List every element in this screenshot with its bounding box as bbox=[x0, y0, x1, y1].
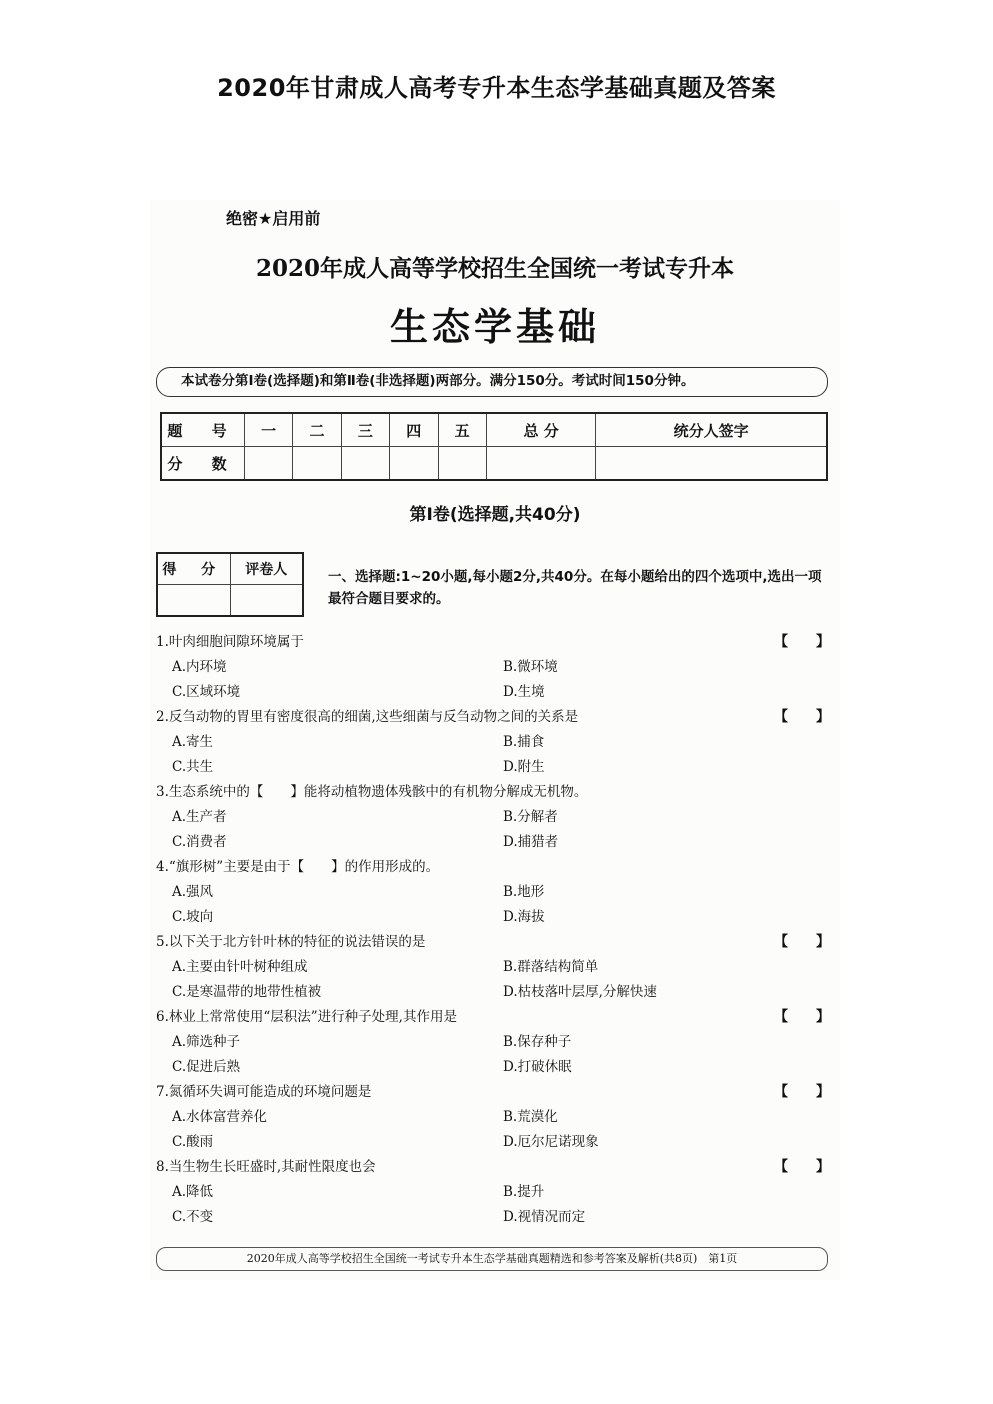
answer-option: B.荒漠化 bbox=[503, 1109, 558, 1125]
answer-bracket: 【 】 bbox=[774, 934, 830, 950]
answer-option: D.枯枝落叶层厚,分解快速 bbox=[503, 984, 657, 1000]
option-row bbox=[156, 1130, 836, 1155]
answer-option: C.区域环境 bbox=[172, 684, 241, 700]
grader-name-label: 评卷人 bbox=[230, 553, 303, 585]
answer-option: A.内环境 bbox=[172, 659, 227, 675]
option-row bbox=[156, 905, 836, 930]
question-stem-row bbox=[156, 780, 836, 805]
option-row bbox=[156, 1205, 836, 1230]
option-row bbox=[156, 955, 836, 980]
answer-option: D.生境 bbox=[503, 684, 545, 700]
option-row bbox=[156, 1180, 836, 1205]
question-stem: 3.生态系统中的【 】能将动植物遗体残骸中的有机物分解成无机物。 bbox=[156, 784, 588, 800]
answer-option: D.厄尔尼诺现象 bbox=[503, 1134, 599, 1150]
part-heading: 第Ⅰ卷(选择题,共40分) bbox=[409, 505, 581, 525]
score-table-cell: 一 bbox=[245, 413, 293, 447]
answer-option: C.酸雨 bbox=[172, 1134, 214, 1150]
section-instruction: 一、选择题:1~20小题,每小题2分,共40分。在每小题给出的四个选项中,选出一项最符合题目要求的。 bbox=[328, 569, 822, 607]
answer-option: C.促进后熟 bbox=[172, 1059, 241, 1075]
answer-option: B.保存种子 bbox=[503, 1034, 572, 1050]
answer-option: B.分解者 bbox=[503, 809, 558, 825]
question-stem: 6.林业上常常使用“层积法”进行种子处理,其作用是 bbox=[156, 1009, 457, 1025]
answer-option: B.微环境 bbox=[503, 659, 558, 675]
grader-score-label: 得 分 bbox=[157, 553, 230, 585]
subject-title: 生态学基础 bbox=[389, 305, 600, 349]
score-table-cell: 二 bbox=[293, 413, 341, 447]
answer-option: C.不变 bbox=[172, 1209, 214, 1225]
score-table-score-row bbox=[161, 447, 827, 481]
question-stem: 7.氮循环失调可能造成的环境问题是 bbox=[156, 1084, 372, 1100]
answer-option: A.强风 bbox=[172, 884, 214, 900]
answer-option: A.主要由针叶树种组成 bbox=[172, 959, 308, 975]
score-table-blank bbox=[341, 447, 389, 481]
score-table-header-row bbox=[161, 413, 827, 447]
grader-box bbox=[156, 552, 304, 617]
answer-option: A.生产者 bbox=[172, 809, 227, 825]
answer-option: C.消费者 bbox=[172, 834, 227, 850]
answer-option: D.海拔 bbox=[503, 909, 545, 925]
question-stem-row bbox=[156, 930, 836, 955]
answer-option: D.捕猎者 bbox=[503, 834, 559, 850]
option-row bbox=[156, 1105, 836, 1130]
option-row bbox=[156, 755, 836, 780]
question-stem-row bbox=[156, 1005, 836, 1030]
score-table-cell: 三 bbox=[341, 413, 389, 447]
page-footer: 2020年成人高等学校招生全国统一考试专升本生态学基础真题精选和参考答案及解析(共8页) 第1页 bbox=[156, 1247, 828, 1271]
option-row bbox=[156, 1030, 836, 1055]
question-stem-row bbox=[156, 705, 836, 730]
score-table-blank bbox=[596, 447, 827, 481]
question-stem: 8.当生物生长旺盛时,其耐性限度也会 bbox=[156, 1159, 376, 1175]
answer-option: C.共生 bbox=[172, 759, 214, 775]
option-row bbox=[156, 1055, 836, 1080]
answer-option: A.寄生 bbox=[172, 734, 214, 750]
scanned-exam-page bbox=[150, 200, 840, 1280]
question-stem: 2.反刍动物的胃里有密度很高的细菌,这些细菌与反刍动物之间的关系是 bbox=[156, 709, 579, 725]
answer-option: A.降低 bbox=[172, 1184, 214, 1200]
option-row bbox=[156, 980, 836, 1005]
answer-bracket: 【 】 bbox=[774, 1159, 830, 1175]
question-stem-row bbox=[156, 1155, 836, 1180]
question-stem: 4.“旗形树”主要是由于【 】的作用形成的。 bbox=[156, 859, 440, 875]
answer-option: D.视情况而定 bbox=[503, 1209, 586, 1225]
answer-option: B.提升 bbox=[503, 1184, 545, 1200]
question-stem: 5.以下关于北方针叶林的特征的说法错误的是 bbox=[156, 934, 426, 950]
exam-notice: 本试卷分第Ⅰ卷(选择题)和第Ⅱ卷(非选择题)两部分。满分150分。考试时间150分钟。 bbox=[156, 367, 828, 397]
answer-option: D.附生 bbox=[503, 759, 545, 775]
option-row bbox=[156, 730, 836, 755]
answer-option: C.是寒温带的地带性植被 bbox=[172, 984, 322, 1000]
question-list bbox=[156, 630, 836, 1230]
question-stem-row bbox=[156, 630, 836, 655]
score-table-blank bbox=[438, 447, 486, 481]
score-table-blank bbox=[245, 447, 293, 481]
score-table-blank bbox=[390, 447, 438, 481]
grader-score-blank bbox=[157, 585, 230, 617]
answer-option: C.坡向 bbox=[172, 909, 214, 925]
score-table-cell: 五 bbox=[438, 413, 486, 447]
question-stem-row bbox=[156, 1080, 836, 1105]
option-row bbox=[156, 655, 836, 680]
question-stem: 1.叶肉细胞间隙环境属于 bbox=[156, 634, 304, 650]
answer-option: B.捕食 bbox=[503, 734, 545, 750]
document-title: 2020年甘肃成人高考专升本生态学基础真题及答案 bbox=[217, 74, 776, 102]
score-table-cell: 题 号 bbox=[161, 413, 245, 447]
score-table-cell: 统分人签字 bbox=[596, 413, 827, 447]
grader-name-blank bbox=[230, 585, 303, 617]
option-row bbox=[156, 680, 836, 705]
question-stem-row bbox=[156, 855, 836, 880]
answer-bracket: 【 】 bbox=[774, 1009, 830, 1025]
score-table-cell: 总 分 bbox=[486, 413, 595, 447]
answer-option: B.地形 bbox=[503, 884, 545, 900]
score-table-blank bbox=[486, 447, 595, 481]
secret-mark: 绝密★启用前 bbox=[226, 209, 321, 228]
answer-option: A.筛选种子 bbox=[172, 1034, 241, 1050]
answer-bracket: 【 】 bbox=[774, 1084, 830, 1100]
score-table-blank bbox=[293, 447, 341, 481]
answer-bracket: 【 】 bbox=[774, 709, 830, 725]
answer-option: A.水体富营养化 bbox=[172, 1109, 268, 1125]
score-table bbox=[160, 412, 828, 481]
answer-option: D.打破休眠 bbox=[503, 1059, 572, 1075]
score-table-cell: 四 bbox=[390, 413, 438, 447]
score-table-cell: 分 数 bbox=[161, 447, 245, 481]
option-row bbox=[156, 830, 836, 855]
exam-title: 2020年成人高等学校招生全国统一考试专升本 bbox=[255, 255, 734, 282]
option-row bbox=[156, 805, 836, 830]
answer-option: B.群落结构简单 bbox=[503, 959, 599, 975]
option-row bbox=[156, 880, 836, 905]
answer-bracket: 【 】 bbox=[774, 634, 830, 650]
